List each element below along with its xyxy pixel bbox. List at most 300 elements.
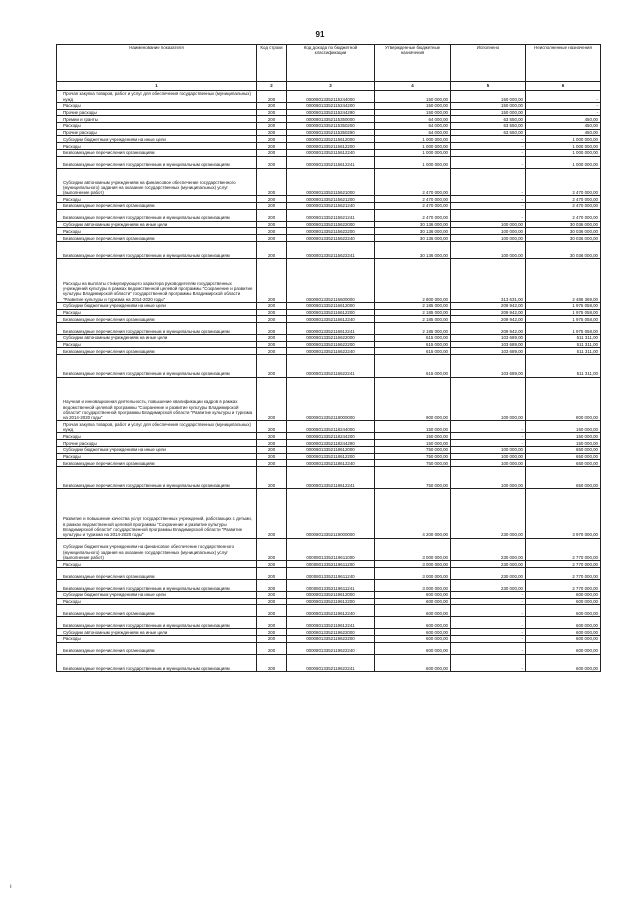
row-line-code: 200 xyxy=(257,309,287,316)
row-executed: - xyxy=(451,168,526,196)
row-approved: 1 000 000,00 xyxy=(375,149,451,156)
row-executed: 209 942,00 xyxy=(451,322,526,334)
row-approved: 2 185 000,00 xyxy=(375,309,451,316)
row-income-code: 00008013352119611241 xyxy=(287,579,375,591)
row-name-text: Расходы на выплаты стимулирующего характера руководителям государственных учреждений культуры в рамках ведомственной целевой программы "Сохранение и развитие культуры Владимирской области" государственной программы Владимирской области "Развитие культуры и туризма на 2014-2020 годы" xyxy=(63,280,253,302)
row-unexecuted: 2 770 000,00 xyxy=(526,538,601,561)
row-income-code: 00008013352115350200 xyxy=(287,123,375,130)
row-executed: - xyxy=(451,654,526,671)
row-executed: - xyxy=(451,209,526,221)
table-row xyxy=(57,302,601,309)
row-unexecuted: 1 975 058,00 xyxy=(526,302,601,309)
row-income-code: 00008013352115612000 xyxy=(287,136,375,143)
row-name-text: Безвозмездные перечисления организациям xyxy=(63,573,155,579)
row-unexecuted: - xyxy=(526,91,601,103)
table-row xyxy=(57,355,601,378)
header-name: Наименование показателя xyxy=(57,45,257,82)
row-name-text: Расходы xyxy=(63,453,81,459)
row-income-code: 00008013352119622241 xyxy=(287,654,375,671)
row-line-code: 200 xyxy=(257,433,287,440)
row-income-code: 00008013352116612000 xyxy=(287,302,375,309)
row-income-code: 00008013352116622241 xyxy=(287,355,375,378)
row-executed: 103 689,00 xyxy=(451,348,526,355)
row-unexecuted: 600 000,00 xyxy=(526,635,601,642)
row-name-text: Безвозмездные перечисления организациям xyxy=(63,648,155,654)
row-line-code: 200 xyxy=(257,203,287,210)
row-executed: 150 000,00 xyxy=(451,103,526,110)
row-executed: - xyxy=(451,156,526,168)
row-unexecuted: 600 000,00 xyxy=(526,617,601,629)
row-name-text: Субсидии автономным учреждениям на финансовое обеспечение государственного (муниципального) задания на оказание государственных (муниципальных) услуг (выполнение работ) xyxy=(63,179,236,196)
row-name-text: Прочие расходы xyxy=(63,440,97,446)
row-approved: 2 185 000,00 xyxy=(375,316,451,323)
row-name-text: Безвозмездные перечисления государственным и муниципальным организациям xyxy=(63,585,230,591)
row-name xyxy=(57,129,257,136)
row-name xyxy=(57,466,257,489)
row-approved: 750 000,00 xyxy=(375,453,451,460)
row-name xyxy=(57,143,257,150)
row-approved: 2 185 000,00 xyxy=(375,302,451,309)
row-approved: 750 000,00 xyxy=(375,466,451,489)
row-name xyxy=(57,654,257,671)
row-line-code: 200 xyxy=(257,617,287,629)
row-executed: 230 000,00 xyxy=(451,561,526,568)
row-name xyxy=(57,561,257,568)
row-income-code: 00008013352118612000 xyxy=(287,446,375,453)
row-income-code: 00008013352118612240 xyxy=(287,460,375,467)
row-name-text: Безвозмездные перечисления организациям xyxy=(63,460,155,466)
row-income-code: 00008013352118612241 xyxy=(287,466,375,489)
row-name xyxy=(57,302,257,309)
row-name-text: Расходы xyxy=(63,433,81,439)
row-name-text: Безвозмездные перечисления государственным и муниципальным организациям xyxy=(63,622,230,628)
row-name xyxy=(57,617,257,629)
header-approved: Утвержденные бюджетные назначения xyxy=(375,45,451,82)
row-name xyxy=(57,629,257,636)
row-unexecuted: - xyxy=(526,109,601,116)
row-line-code: 200 xyxy=(257,91,287,103)
row-name-text: Расходы xyxy=(63,103,81,109)
header-executed: Исполнено xyxy=(451,45,526,82)
row-name-text: Расходы xyxy=(63,561,81,567)
row-line-code: 200 xyxy=(257,143,287,150)
row-name xyxy=(57,209,257,221)
row-income-code: 00008013352119612240 xyxy=(287,605,375,617)
row-name-text: Безвозмездные перечисления организациям xyxy=(63,235,155,241)
row-income-code: 00008013352119622200 xyxy=(287,635,375,642)
row-approved: 3 000 000,00 xyxy=(375,567,451,579)
row-line-code: 200 xyxy=(257,209,287,221)
row-name-text: Безвозмездные перечисления государственным и муниципальным организациям xyxy=(63,328,230,334)
row-unexecuted: 511 311,00 xyxy=(526,348,601,355)
row-unexecuted: 600 000,00 xyxy=(526,591,601,598)
row-income-code: 00008013352119612200 xyxy=(287,598,375,605)
row-unexecuted: 2 770 000,00 xyxy=(526,561,601,568)
row-name xyxy=(57,341,257,348)
row-unexecuted: 511 311,00 xyxy=(526,334,601,341)
table-row xyxy=(57,617,601,629)
row-income-code: 00008013352115244000 xyxy=(287,91,375,103)
row-name xyxy=(57,433,257,440)
table-row xyxy=(57,228,601,235)
row-executed: - xyxy=(451,591,526,598)
row-line-code: 200 xyxy=(257,355,287,378)
row-name xyxy=(57,196,257,203)
row-income-code: 00008013352115622200 xyxy=(287,228,375,235)
row-name xyxy=(57,446,257,453)
table-row xyxy=(57,341,601,348)
row-approved: 615 000,00 xyxy=(375,334,451,341)
row-name-text: Безвозмездные перечисления организациям xyxy=(63,150,155,156)
row-name xyxy=(57,440,257,447)
row-executed: 100 000,00 xyxy=(451,241,526,258)
row-approved: 2 800 000,00 xyxy=(375,259,451,303)
row-income-code: 00008013352116612240 xyxy=(287,316,375,323)
row-executed: - xyxy=(451,617,526,629)
row-approved: 150 000,00 xyxy=(375,433,451,440)
table-row xyxy=(57,209,601,221)
row-income-code: 00008013352119622240 xyxy=(287,642,375,654)
row-line-code: 200 xyxy=(257,334,287,341)
row-income-code: 00008013352115612241 xyxy=(287,156,375,168)
row-line-code: 200 xyxy=(257,116,287,123)
row-income-code: 00008013352115350290 xyxy=(287,129,375,136)
row-name xyxy=(57,605,257,617)
row-line-code: 200 xyxy=(257,567,287,579)
row-name xyxy=(57,309,257,316)
row-income-code: 00008013352115622000 xyxy=(287,221,375,228)
row-name-text: Субсидии автономным учреждениям на иные цели xyxy=(63,629,168,635)
row-name xyxy=(57,316,257,323)
row-approved: 1 000 000,00 xyxy=(375,136,451,143)
row-income-code: 00008013352115612240 xyxy=(287,149,375,156)
row-name-text: Расходы xyxy=(63,143,81,149)
header-unexecuted: Неисполненные назначения xyxy=(526,45,601,82)
table-row xyxy=(57,460,601,467)
row-income-code: 00008013352115350000 xyxy=(287,116,375,123)
row-name xyxy=(57,322,257,334)
row-name xyxy=(57,228,257,235)
row-unexecuted: 1 000 000,00 xyxy=(526,149,601,156)
column-number: 3 xyxy=(287,82,375,91)
row-income-code: 00008013352115621200 xyxy=(287,196,375,203)
row-executed: - xyxy=(451,598,526,605)
row-unexecuted: 450,00 xyxy=(526,116,601,123)
row-name-text: Безвозмездные перечисления организациям xyxy=(63,348,155,354)
row-line-code: 200 xyxy=(257,635,287,642)
row-unexecuted: 600 000,00 xyxy=(526,642,601,654)
row-name xyxy=(57,453,257,460)
row-name xyxy=(57,116,257,123)
row-name xyxy=(57,168,257,196)
row-line-code: 200 xyxy=(257,109,287,116)
table-row xyxy=(57,334,601,341)
row-name-text: Субсидии бюджетным учреждениям на иные цели xyxy=(63,136,166,142)
row-line-code: 200 xyxy=(257,129,287,136)
row-unexecuted: 3 970 000,00 xyxy=(526,489,601,538)
row-unexecuted: 600 000,00 xyxy=(526,605,601,617)
row-line-code: 200 xyxy=(257,228,287,235)
row-unexecuted: 2 770 000,00 xyxy=(526,567,601,579)
row-name xyxy=(57,203,257,210)
row-name-text: Субсидии бюджетным учреждениям на иные цели xyxy=(63,592,166,598)
row-name-text: Расходы xyxy=(63,598,81,604)
row-name-text: Субсидии бюджетным учреждениям на иные цели xyxy=(63,303,166,309)
table-row xyxy=(57,591,601,598)
row-name-text: Безвозмездные перечисления государственным и муниципальным организациям xyxy=(63,252,230,258)
row-line-code: 200 xyxy=(257,103,287,110)
row-name-text: Субсидии бюджетным учреждениям на иные цели xyxy=(63,447,166,453)
row-name-text: Расходы xyxy=(63,228,81,234)
row-name-text: Субсидии автономным учреждениям на иные цели xyxy=(63,222,168,228)
table-row xyxy=(57,489,601,538)
row-executed: - xyxy=(451,143,526,150)
row-income-code: 00008013352115244290 xyxy=(287,109,375,116)
row-unexecuted: 150 000,00 xyxy=(526,421,601,433)
row-approved: 750 000,00 xyxy=(375,446,451,453)
row-name-text: Безвозмездные перечисления организациям xyxy=(63,610,155,616)
table-row xyxy=(57,123,601,130)
row-executed: 63 550,00 xyxy=(451,116,526,123)
row-name xyxy=(57,149,257,156)
row-unexecuted: 600 000,00 xyxy=(526,654,601,671)
column-number: 6 xyxy=(526,82,601,91)
row-unexecuted: 1 000 000,00 xyxy=(526,143,601,150)
row-line-code: 200 xyxy=(257,598,287,605)
row-executed: 103 689,00 xyxy=(451,355,526,378)
row-executed: 150 000,00 xyxy=(451,109,526,116)
row-name xyxy=(57,460,257,467)
column-number: 5 xyxy=(451,82,526,91)
row-income-code: 00008013352118244200 xyxy=(287,433,375,440)
row-income-code: 00008013352119611000 xyxy=(287,538,375,561)
row-unexecuted: 1 000 000,00 xyxy=(526,136,601,143)
table-row xyxy=(57,635,601,642)
row-executed: 209 942,00 xyxy=(451,316,526,323)
row-unexecuted: 600 000,00 xyxy=(526,598,601,605)
table-row xyxy=(57,91,601,103)
budget-table xyxy=(56,44,601,672)
row-approved: 750 000,00 xyxy=(375,460,451,467)
row-executed: 230 000,00 xyxy=(451,567,526,579)
row-executed: 100 000,00 xyxy=(451,466,526,489)
row-line-code: 200 xyxy=(257,453,287,460)
row-approved: 900 000,00 xyxy=(375,377,451,421)
table-row xyxy=(57,561,601,568)
row-line-code: 200 xyxy=(257,561,287,568)
row-executed: - xyxy=(451,629,526,636)
row-line-code: 200 xyxy=(257,235,287,242)
table-row xyxy=(57,642,601,654)
row-executed: 100 000,00 xyxy=(451,228,526,235)
row-line-code: 200 xyxy=(257,538,287,561)
row-income-code: 00008013352115621241 xyxy=(287,209,375,221)
row-name-text: Расходы xyxy=(63,123,81,129)
row-executed: - xyxy=(451,433,526,440)
row-line-code: 200 xyxy=(257,322,287,334)
table-row xyxy=(57,235,601,242)
table-row xyxy=(57,322,601,334)
row-unexecuted: 150 000,00 xyxy=(526,440,601,447)
row-unexecuted: 2 470 000,00 xyxy=(526,168,601,196)
table-row xyxy=(57,136,601,143)
table-row xyxy=(57,567,601,579)
row-income-code: 00008013352116622200 xyxy=(287,341,375,348)
row-executed: - xyxy=(451,642,526,654)
row-income-code: 00008013352118000000 xyxy=(287,377,375,421)
row-name-text: Расходы xyxy=(63,196,81,202)
row-approved: 150 000,00 xyxy=(375,440,451,447)
row-executed: - xyxy=(451,136,526,143)
table-row xyxy=(57,129,601,136)
row-line-code: 200 xyxy=(257,591,287,598)
table-row xyxy=(57,598,601,605)
row-unexecuted: 2 470 000,00 xyxy=(526,203,601,210)
row-name xyxy=(57,598,257,605)
row-executed: 209 942,00 xyxy=(451,309,526,316)
row-executed: 63 550,00 xyxy=(451,129,526,136)
table-row xyxy=(57,654,601,671)
row-line-code: 200 xyxy=(257,440,287,447)
row-name-text: Расходы xyxy=(63,636,81,642)
row-unexecuted: - xyxy=(526,103,601,110)
table-row xyxy=(57,605,601,617)
row-executed: 103 689,00 xyxy=(451,341,526,348)
row-income-code: 00008013352116612241 xyxy=(287,322,375,334)
row-approved: 64 000,00 xyxy=(375,123,451,130)
table-row xyxy=(57,156,601,168)
row-approved: 1 000 000,00 xyxy=(375,143,451,150)
row-approved: 2 470 000,00 xyxy=(375,168,451,196)
row-approved: 150 000,00 xyxy=(375,109,451,116)
row-line-code: 200 xyxy=(257,196,287,203)
row-line-code: 200 xyxy=(257,579,287,591)
table-row xyxy=(57,453,601,460)
row-income-code: 00008013352118612200 xyxy=(287,453,375,460)
row-unexecuted: 30 036 000,00 xyxy=(526,228,601,235)
row-line-code: 200 xyxy=(257,149,287,156)
row-name-text: Субсидии бюджетным учреждениям на финансовое обеспечение государственного (муниципального) задания на оказание государственных (муниципальных) услуг (выполнение работ) xyxy=(63,544,235,560)
row-income-code: 00008013352116600000 xyxy=(287,259,375,303)
table-row xyxy=(57,103,601,110)
row-name xyxy=(57,421,257,433)
row-unexecuted: 2 470 000,00 xyxy=(526,196,601,203)
table-row xyxy=(57,433,601,440)
row-name-text: Прочая закупка товаров, работ и услуг для обеспечения государственных (муниципальных) нужд xyxy=(63,91,251,102)
row-name-text: Безвозмездные перечисления государственным и муниципальным организациям xyxy=(63,665,230,671)
row-executed: 100 000,00 xyxy=(451,235,526,242)
row-line-code: 200 xyxy=(257,460,287,467)
row-approved: 600 000,00 xyxy=(375,605,451,617)
margin-mark: ı xyxy=(10,884,12,890)
row-income-code: 00008013352116612200 xyxy=(287,309,375,316)
row-executed: 100 000,00 xyxy=(451,377,526,421)
table-row xyxy=(57,446,601,453)
row-income-code: 00008013352116622000 xyxy=(287,334,375,341)
table-row xyxy=(57,143,601,150)
row-name xyxy=(57,334,257,341)
row-unexecuted: 650 000,00 xyxy=(526,453,601,460)
row-approved: 3 000 000,00 xyxy=(375,579,451,591)
row-approved: 64 000,00 xyxy=(375,129,451,136)
row-name-text: Научная и инновационная деятельность, повышение квалификации кадров в рамках ведомственной целевой программы "Сохранение и развитие культуры Владимирской области" государственной программы Владимирской области "Развитие культуры и туризма на 2014-2020 годы" xyxy=(63,399,253,421)
row-approved: 600 000,00 xyxy=(375,629,451,636)
row-unexecuted: 511 311,00 xyxy=(526,341,601,348)
row-income-code: 00008013352118244000 xyxy=(287,421,375,433)
row-approved: 600 000,00 xyxy=(375,591,451,598)
row-approved: 150 000,00 xyxy=(375,103,451,110)
row-unexecuted: 650 000,00 xyxy=(526,466,601,489)
row-line-code: 200 xyxy=(257,348,287,355)
row-name xyxy=(57,642,257,654)
row-approved: 615 000,00 xyxy=(375,355,451,378)
row-approved: 1 000 000,00 xyxy=(375,156,451,168)
row-line-code: 200 xyxy=(257,259,287,303)
header-row xyxy=(57,45,601,82)
row-approved: 2 470 000,00 xyxy=(375,203,451,210)
row-executed: 63 550,00 xyxy=(451,123,526,130)
table-row xyxy=(57,149,601,156)
row-income-code: 00008013352115244200 xyxy=(287,103,375,110)
row-name xyxy=(57,103,257,110)
row-executed: 103 689,00 xyxy=(451,334,526,341)
row-name-text: Безвозмездные перечисления государственным и муниципальным организациям xyxy=(63,483,230,489)
row-name-text: Субсидии автономным учреждениям на иные цели xyxy=(63,335,168,341)
row-unexecuted: 2 486 369,00 xyxy=(526,259,601,303)
row-name-text: Безвозмездные перечисления государственным и муниципальным организациям xyxy=(63,215,230,221)
row-name xyxy=(57,136,257,143)
row-approved: 600 000,00 xyxy=(375,642,451,654)
row-approved: 2 470 000,00 xyxy=(375,196,451,203)
row-name-text: Премии и гранты xyxy=(63,116,98,122)
row-unexecuted: 800 000,00 xyxy=(526,377,601,421)
row-unexecuted: 511 311,00 xyxy=(526,355,601,378)
row-income-code: 00008013352116622240 xyxy=(287,348,375,355)
table-row xyxy=(57,316,601,323)
column-number: 2 xyxy=(257,82,287,91)
row-name xyxy=(57,591,257,598)
row-executed: 100 000,00 xyxy=(451,453,526,460)
row-approved: 615 000,00 xyxy=(375,348,451,355)
row-unexecuted: 1 975 058,00 xyxy=(526,316,601,323)
row-executed: - xyxy=(451,149,526,156)
row-income-code: 00008013352119612241 xyxy=(287,617,375,629)
row-name-text: Безвозмездные перечисления организациям xyxy=(63,316,155,322)
table-row xyxy=(57,421,601,433)
row-line-code: 200 xyxy=(257,241,287,258)
row-line-code: 200 xyxy=(257,123,287,130)
row-executed: 230 000,00 xyxy=(451,489,526,538)
row-name-text: Безвозмездные перечисления организациям xyxy=(63,203,155,209)
row-unexecuted: 30 036 000,00 xyxy=(526,235,601,242)
row-income-code: 00008013352115612200 xyxy=(287,143,375,150)
row-approved: 64 000,00 xyxy=(375,116,451,123)
row-income-code: 00008013352119000000 xyxy=(287,489,375,538)
row-approved: 600 000,00 xyxy=(375,617,451,629)
row-unexecuted: 30 036 000,00 xyxy=(526,221,601,228)
row-line-code: 200 xyxy=(257,654,287,671)
row-approved: 4 200 000,00 xyxy=(375,489,451,538)
table-row xyxy=(57,259,601,303)
row-line-code: 200 xyxy=(257,642,287,654)
row-name-text: Прочие расходы xyxy=(63,110,97,116)
row-name xyxy=(57,567,257,579)
row-approved: 600 000,00 xyxy=(375,654,451,671)
row-name xyxy=(57,259,257,303)
page-number: 91 xyxy=(315,30,325,39)
row-unexecuted: 2 470 000,00 xyxy=(526,209,601,221)
row-line-code: 200 xyxy=(257,316,287,323)
